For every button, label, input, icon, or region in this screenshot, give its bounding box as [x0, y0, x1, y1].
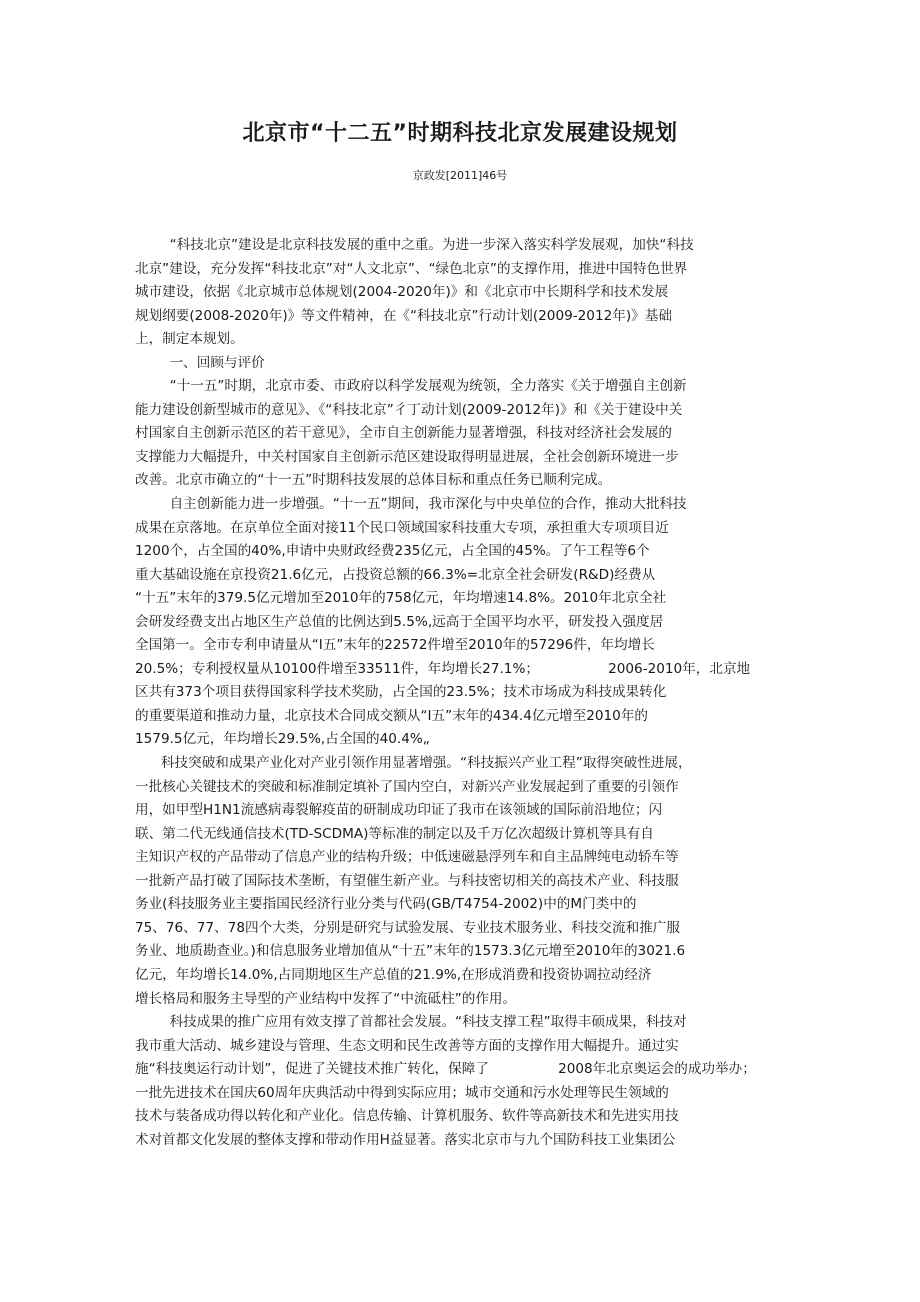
- text-line: 城市建设，依据《北京城市总体规划(2004-2020年)》和《北京市中长期科学和技术发展: [135, 284, 669, 301]
- text-line: 我市重大活动、城乡建设与管理、生态文明和民生改善等方面的支撑作用大幅提升。通过实: [135, 1037, 679, 1054]
- text-line: 自主创新能力进一步增强。“十一五”期间，我市深化与中央单位的合作，推动大批科技: [135, 496, 687, 513]
- text-line: 联、第二代无线通信技术(TD-SCDMA)等标准的制定以及千万亿次超级计算机等具有自: [135, 825, 654, 842]
- document-body: [135, 234, 795, 1152]
- text-line: 改善。北京市确立的“十一五”时期科技发展的总体目标和重点任务已顺利完成。: [135, 472, 612, 489]
- text-line: 支撑能力大幅提升，中关村国家自主创新示范区建设取得明显进展，全社会创新环境进一步: [135, 448, 679, 465]
- text-line: 规划纲要(2008-2020年)》等文件精神，在《“科技北京”行动计划(2009-2012年)》基础: [135, 307, 672, 324]
- text-line: 一批核心关键技术的突破和标准制定填补了国内空白，对新兴产业发展起到了重要的引领作: [135, 778, 679, 795]
- text-line: 增长格局和服务主导型的产业结构中发挥了“中流砥柱”的作用。: [135, 990, 517, 1007]
- text-line: 务业(科技服务业主要指国民经济行业分类与代码(GB/T4754-2002)中的M门类中的: [135, 896, 637, 913]
- text-line: “科技北京”建设是北京科技发展的重中之重。为进一步深入落实科学发展观，加快“科技: [135, 237, 694, 253]
- text-line: 一批新产品打破了国际技术垄断，有望催生新产业。与科技密切相关的高技术产业、科技服: [135, 872, 679, 889]
- text-line: 75、76、77、78四个大类，分别是研究与试验发展、专业技术服务业、科技交流和推广服: [135, 919, 680, 936]
- text-line: 科技突破和成果产业化对产业引领作用显著增强。“科技振兴产业工程”取得突破性进展，: [135, 755, 692, 772]
- text-line: “十五”末年的379.5亿元增加至2010年的758亿元，年均增速14.8%。2010年北京全社: [135, 590, 667, 607]
- text-line: 的重要渠道和推动力量，北京技术合同成交额从“I五”末年的434.4亿元增至2010年的: [135, 707, 649, 724]
- text-line: 上，制定本规划。: [135, 331, 244, 348]
- text-line: 亿元，年均增长14.0%,占同期地区生产总值的21.9%,在形成消费和投资协调拉动经济: [135, 966, 652, 983]
- text-line: 1579.5亿元，年均增长29.5%,占全国的40.4%„: [135, 731, 430, 748]
- text-line: 用，如甲型H1N1流感病毒裂解疫苗的研制成功印证了我市在该领域的国际前沿地位；闪: [135, 802, 663, 819]
- text-line: 成果在京落地。在京单位全面对接11个民口领域国家科技重大专项，承担重大专项项目近: [135, 519, 669, 536]
- text-line: 务业、地质勘查业。)和信息服务业增加值从“十五”末年的1573.3亿元增至2010年的3021.6: [135, 943, 686, 960]
- text-line: 技术与装备成功得以转化和产业化。信息传输、计算机服务、软件等高新技术和先进实用技: [135, 1108, 679, 1125]
- text-line: 施“科技奥运行动计划”，促进了关键技术推广转化，保障了 2008年北京奥运会的成功举办；: [135, 1061, 756, 1078]
- text-line: 20.5%；专利授权量从10100件增至33511件，年均增长27.1%； 2006-2010年，北京地: [135, 660, 751, 677]
- text-line: 区共有373个项目获得国家科学技术奖励，占全国的23.5%；技术市场成为科技成果转化: [135, 684, 667, 701]
- text-line: 主知识产权的产品带动了信息产业的结构升级；中低速磁悬浮列车和自主品牌纯电动轿车等: [135, 849, 679, 866]
- text-line: 村国家自主创新示范区的若干意见》，全市自主创新能力显著增强，科技对经济社会发展的: [135, 425, 672, 442]
- document-number: 京政发[2011]46号: [412, 169, 508, 182]
- text-line: 一批先进技术在国庆60周年庆典活动中得到实际应用；城市交通和污水处理等民生领域的: [135, 1084, 669, 1101]
- text-line: “十一五”时期，北京市委、市政府以科学发展观为统领，全力落实《关于增强自主创新: [135, 378, 687, 395]
- text-line: 术对首都文化发展的整体支撑和带动作用H益显著。落实北京市与九个国防科技工业集团公: [135, 1131, 676, 1148]
- page-title: 北京市“十二五”时期科技北京发展建设规划: [242, 121, 678, 146]
- text-line: 全国第一。全市专利申请量从“I五”末年的22572件增至2010年的57296件，年均增长: [135, 637, 655, 654]
- text-line: 1200个，占全国的40%,申请中央财政经费235亿元，占全国的45%。了午工程等6个: [135, 543, 650, 560]
- text-line: 能力建设创新型城市的意见》、《“科技北京”彳丁动计划(2009-2012年)》和《关于建设中关: [135, 401, 683, 418]
- text-line: 北京”建设，充分发挥“科技北京”对“人文北京”、“绿色北京”的支撑作用，推进中国特色世界: [135, 260, 688, 277]
- text-line: 一、回顾与评价: [135, 354, 265, 371]
- text-line: 会研发经费支出占地区生产总值的比例达到5.5%,远高于全国平均水平，研发投入强度居: [135, 613, 664, 630]
- text-line: 重大基础设施在京投资21.6亿元，占投资总额的66.3%=北京全社会研发(R&D)经费从: [135, 566, 656, 583]
- text-line: 科技成果的推广应用有效支撑了首都社会发展。“科技支撑工程”取得丰硕成果，科技对: [135, 1014, 687, 1031]
